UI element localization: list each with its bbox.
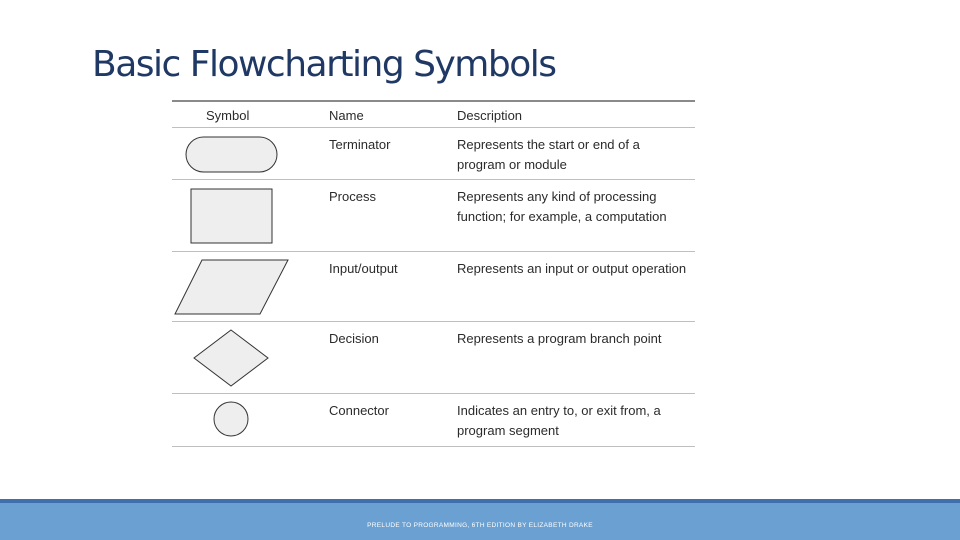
table-row-process [172, 180, 695, 252]
terminator-icon [172, 128, 292, 180]
footer-band [0, 499, 960, 540]
process-icon [172, 180, 292, 252]
input-output-icon [172, 252, 292, 322]
row-name: Input/output [329, 261, 398, 276]
table-header-row [172, 102, 695, 128]
row-name: Process [329, 189, 376, 204]
table-row-input-output [172, 252, 695, 322]
table-row-terminator [172, 128, 695, 180]
connector-icon [172, 394, 292, 447]
row-description: Represents a program branch point [457, 331, 662, 346]
table-row-decision [172, 322, 695, 394]
header-symbol: Symbol [206, 108, 250, 123]
row-description: Represents the start or end of a program or module [457, 137, 640, 172]
row-description: Represents any kind of processing function; for example, a computation [457, 189, 667, 224]
row-name: Connector [329, 403, 389, 418]
table-row-connector [172, 394, 695, 447]
header-description: Description [457, 108, 523, 123]
row-name: Decision [329, 331, 379, 346]
row-name: Terminator [329, 137, 391, 152]
symbols-table [172, 100, 695, 447]
row-description: Indicates an entry to, or exit from, a program segment [457, 403, 661, 438]
row-description: Represents an input or output operation [457, 261, 687, 276]
slide-title: Basic Flowcharting Symbols [92, 44, 556, 85]
decision-icon [172, 322, 292, 394]
header-name: Name [329, 108, 364, 123]
footer-text: PRELUDE TO PROGRAMMING, 6TH EDITION BY ELIZABETH DRAKE [367, 522, 593, 529]
